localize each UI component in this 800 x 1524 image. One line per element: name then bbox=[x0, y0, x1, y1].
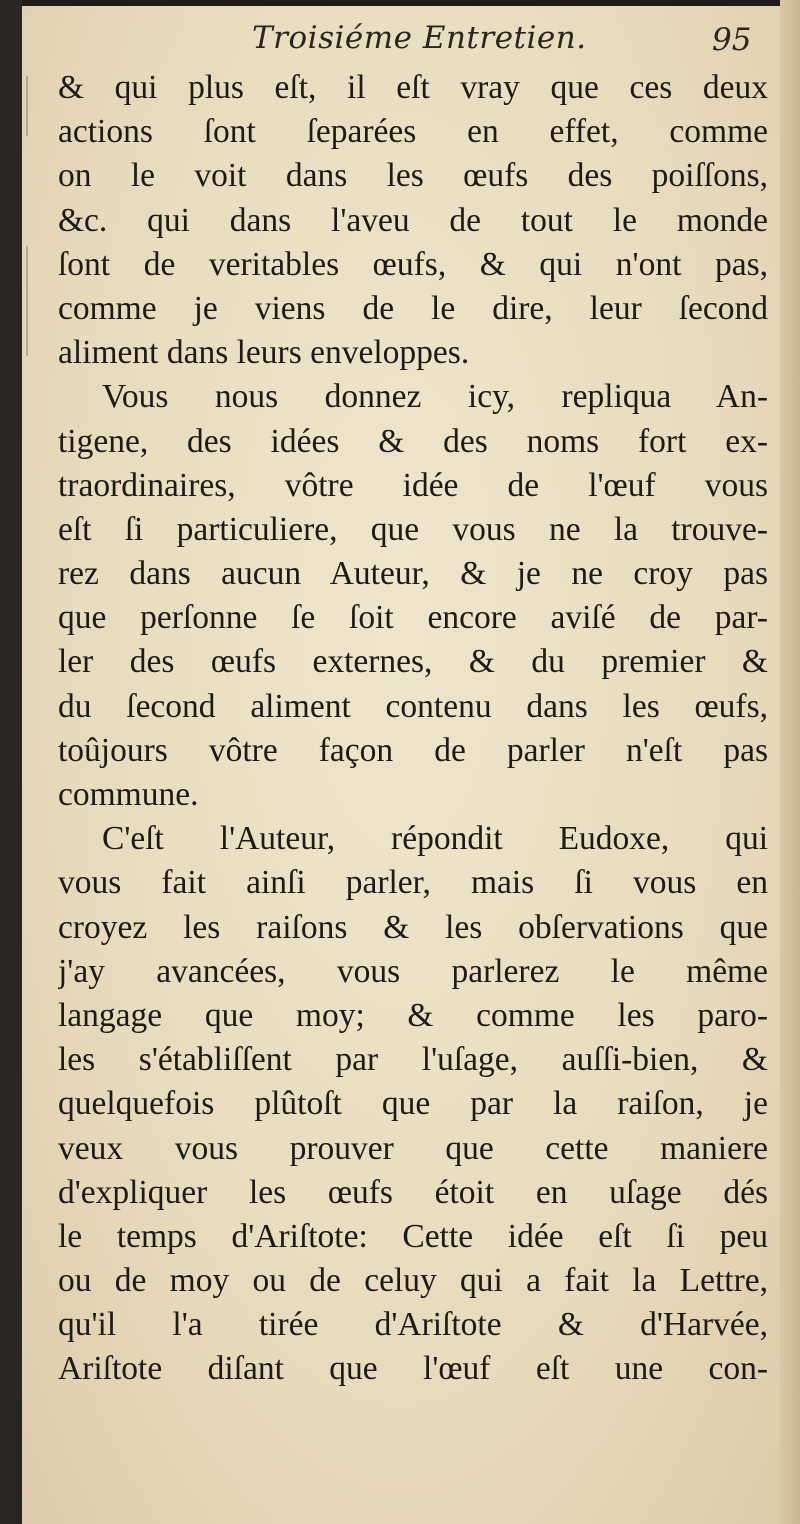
text-line: les s'établiſſent par l'uſage, auſſi-bien, & bbox=[58, 1041, 768, 1079]
text-line: veux vous prouver que cette maniere bbox=[58, 1129, 768, 1167]
text-line: d'expliquer les œufs étoit en uſage dés bbox=[58, 1173, 768, 1211]
text-line: qu'il l'a tirée d'Ariſtote & d'Harvée, bbox=[58, 1306, 768, 1344]
text-line: Ariſtote diſant que l'œuf eſt une con- bbox=[58, 1350, 768, 1388]
text-line: toûjours vôtre façon de parler n'eſt pas bbox=[58, 731, 768, 769]
body-text bbox=[58, 66, 768, 1392]
page-number: 95 bbox=[712, 22, 752, 58]
margin-mark bbox=[26, 246, 28, 356]
text-line: rez dans aucun Auteur, & je ne croy pas bbox=[58, 555, 768, 593]
text-line: &c. qui dans l'aveu de tout le monde bbox=[58, 201, 768, 239]
text-line: & qui plus eſt, il eſt vray que ces deux bbox=[58, 69, 768, 106]
page-right-edge bbox=[780, 0, 800, 1524]
text-line: vous fait ainſi parler, mais ſi vous en bbox=[58, 864, 768, 902]
paragraph-start-line: Vous nous donnez icy, repliqua An- bbox=[102, 378, 768, 416]
text-line: du ſecond aliment contenu dans les œufs, bbox=[58, 687, 768, 725]
text-line: ler des œufs externes, & du premier & bbox=[58, 643, 768, 681]
book-page bbox=[22, 6, 780, 1524]
text-line: comme je viens de le dire, leur ſecond bbox=[58, 289, 768, 327]
text-line: aliment dans leurs enveloppes. bbox=[58, 334, 470, 372]
text-line: actions ſont ſeparées en effet, comme bbox=[58, 113, 768, 151]
text-line: ſont de veritables œufs, & qui n'ont pas, bbox=[58, 245, 768, 283]
text-line: croyez les raiſons & les obſervations que bbox=[58, 908, 768, 946]
text-line: commune. bbox=[58, 776, 199, 813]
text-line: que perſonne ſe ſoit encore aviſé de par- bbox=[58, 599, 768, 637]
text-line: quelquefois plûtoſt que par la raiſon, je bbox=[58, 1085, 768, 1123]
text-line: traordinaires, vôtre idée de l'œuf vous bbox=[58, 466, 768, 504]
running-title: Troisiéme Entretien. bbox=[252, 20, 587, 56]
text-line: on le voit dans les œufs des poiſſons, bbox=[58, 157, 768, 195]
paragraph-start-line: C'eſt l'Auteur, répondit Eudoxe, qui bbox=[102, 820, 768, 858]
page-header bbox=[22, 20, 780, 66]
margin-mark bbox=[26, 76, 28, 136]
text-line: tigene, des idées & des noms fort ex- bbox=[58, 422, 768, 460]
text-line: eſt ſi particuliere, que vous ne la trouve- bbox=[58, 510, 768, 548]
text-line: ou de moy ou de celuy qui a fait la Lettre, bbox=[58, 1262, 768, 1300]
text-line: le temps d'Ariſtote: Cette idée eſt ſi peu bbox=[58, 1217, 768, 1255]
text-line: langage que moy; & comme les paro- bbox=[58, 996, 768, 1034]
text-line: j'ay avancées, vous parlerez le même bbox=[58, 952, 768, 990]
